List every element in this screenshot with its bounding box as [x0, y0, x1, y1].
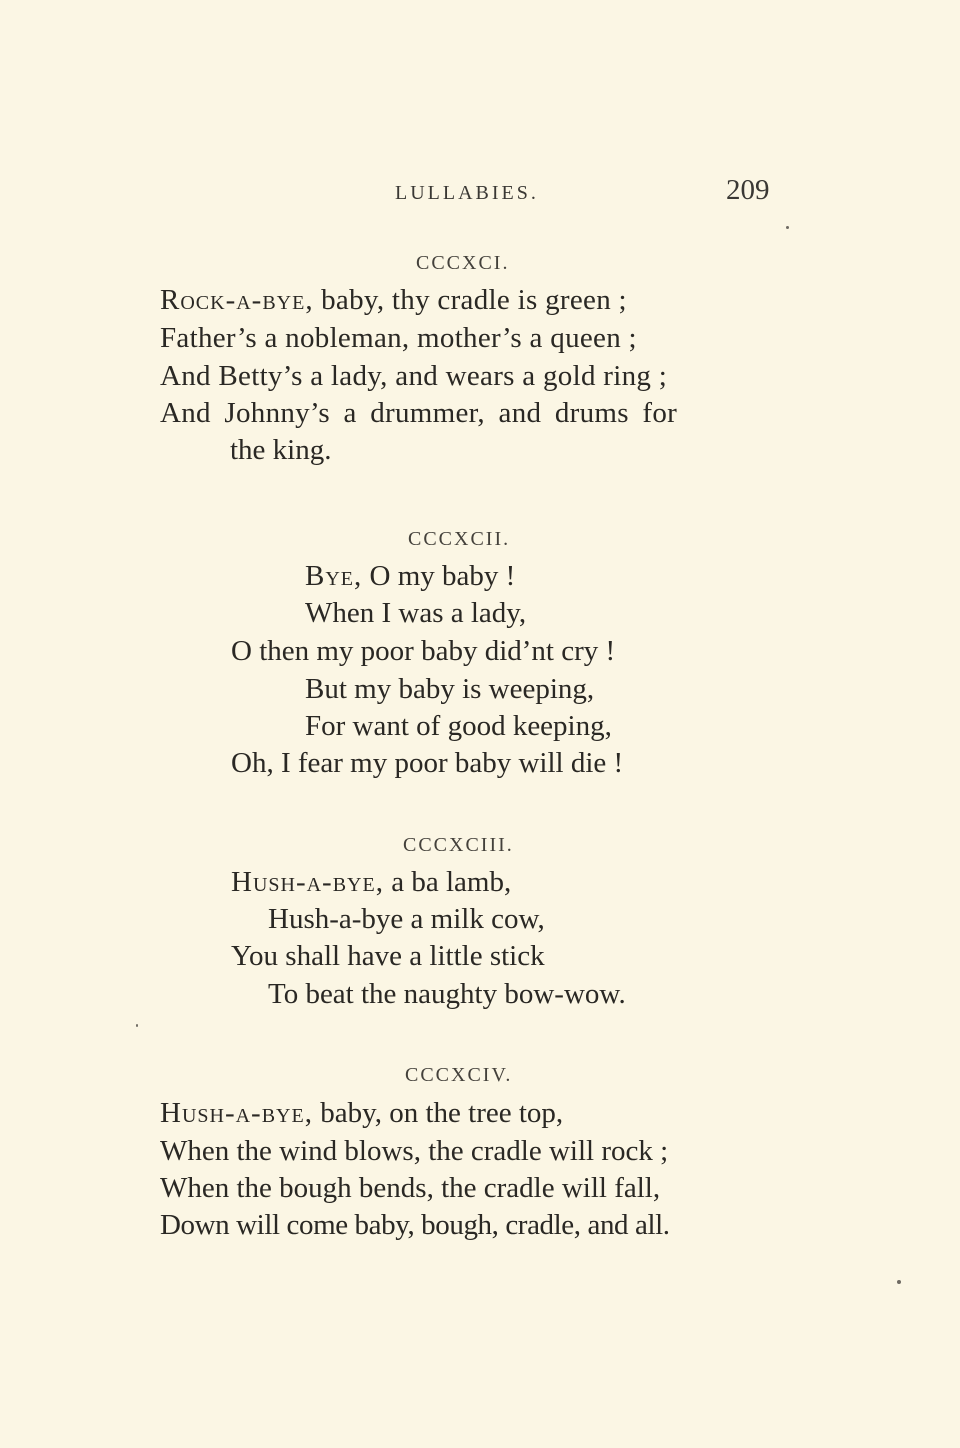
verse-line: You shall have a little stick — [231, 940, 545, 972]
verse-line: And Johnny’s a drummer, and drums for — [160, 397, 678, 429]
verse-line: When the wind blows, the cradle will rock ; — [160, 1135, 669, 1167]
poem-number: CCCXCII. — [408, 528, 511, 550]
ink-speck — [897, 1280, 901, 1284]
verse-line — [305, 560, 515, 593]
verse-line: When the bough bends, the cradle will fall, — [160, 1172, 661, 1204]
verse-line: the king. — [230, 434, 332, 466]
verse-line: And Betty’s a lady, and wears a gold ring ; — [160, 360, 668, 392]
verse-line: But my baby is weeping, — [305, 673, 595, 705]
poem-number: CCCXCIII. — [403, 834, 514, 856]
verse-line — [160, 284, 627, 317]
running-title: LULLABIES. — [395, 182, 539, 204]
verse-rest: baby, on the tree top, — [312, 1097, 564, 1129]
verse-rest: baby, thy cradle is green ; — [313, 284, 627, 316]
verse-line: To beat the naughty bow-wow. — [268, 978, 626, 1010]
verse-line: Hush-a-bye a milk cow, — [268, 903, 545, 935]
verse-line: Oh, I fear my poor baby will die ! — [231, 747, 624, 779]
verse-rest: O my baby ! — [362, 560, 516, 592]
running-head — [0, 174, 960, 214]
verse-line: When I was a lady, — [305, 597, 527, 629]
ink-speck — [786, 226, 789, 229]
verse-line: For want of good keeping, — [305, 710, 612, 742]
poem-number: CCCXCI. — [416, 252, 510, 274]
verse-lead-word: Hush-a-bye, — [160, 1097, 313, 1129]
poem-number: CCCXCIV. — [405, 1064, 513, 1086]
verse-line: Father’s a nobleman, mother’s a queen ; — [160, 322, 637, 354]
page-number: 209 — [726, 174, 770, 206]
verse-line — [231, 866, 511, 899]
verse-line: Down will come baby, bough, cradle, and all. — [160, 1209, 670, 1241]
verse-lead-word: Rock-a-bye, — [160, 284, 314, 316]
verse-line — [160, 1097, 563, 1130]
verse-lead-word: Hush-a-bye, — [231, 866, 384, 898]
verse-rest: a ba lamb, — [383, 866, 512, 898]
ink-speck — [136, 1024, 138, 1027]
verse-line: O then my poor baby did’nt cry ! — [231, 635, 616, 667]
verse-lead-word: Bye, — [305, 560, 363, 592]
